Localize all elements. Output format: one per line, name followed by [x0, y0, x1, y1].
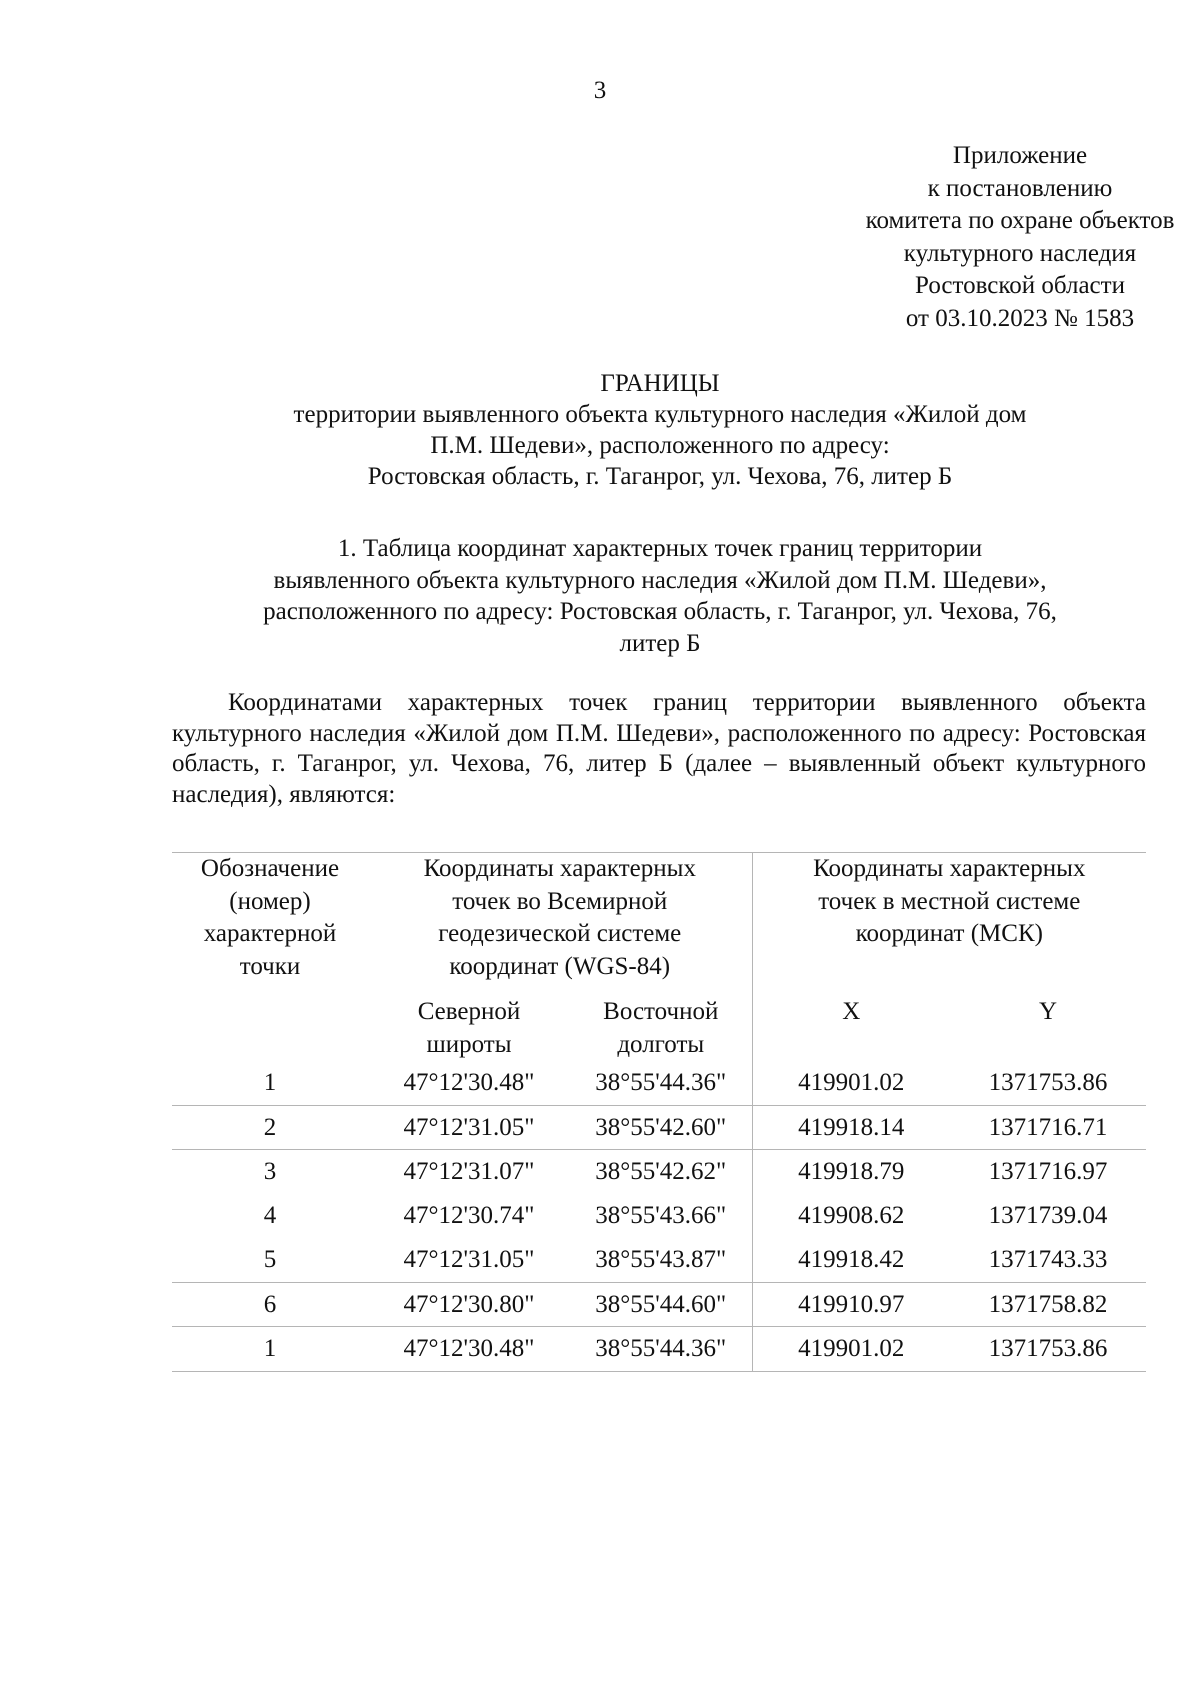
y-cell: 1371716.97 — [950, 1150, 1146, 1194]
header-text: координат (WGS-84) — [449, 952, 671, 980]
longitude-cell: 38°55'44.36" — [570, 1327, 752, 1372]
x-cell: 419908.62 — [752, 1194, 950, 1238]
table-row — [172, 1327, 1146, 1372]
header-text: широты — [426, 1031, 512, 1058]
header-msk — [752, 853, 1146, 984]
table-title-line: литер Б — [619, 629, 701, 657]
y-cell: 1371739.04 — [988, 1202, 1108, 1230]
y-cell: 1371753.86 — [950, 1327, 1146, 1372]
latitude-cell: 47°12'30.48" — [368, 1327, 570, 1372]
latitude-cell: 47°12'30.80" — [368, 1282, 570, 1327]
header-east-longitude — [570, 983, 752, 1061]
appendix-block — [740, 140, 1200, 335]
longitude-cell: 38°55'43.87" — [595, 1245, 727, 1273]
table-row — [172, 1061, 1146, 1105]
point-number: 4 — [263, 1202, 277, 1230]
coordinates-table — [172, 852, 1146, 1372]
table-row — [172, 1238, 1146, 1282]
x-cell: 419901.02 — [752, 1327, 950, 1372]
latitude-cell: 47°12'31.07" — [368, 1150, 570, 1194]
point-number: 1 — [263, 1069, 277, 1096]
appendix-line: Ростовской области — [915, 272, 1125, 299]
header-x: X — [752, 983, 950, 1061]
latitude-cell: 47°12'31.05" — [403, 1245, 535, 1273]
point-number: 5 — [263, 1245, 277, 1273]
longitude-cell: 38°55'44.60" — [570, 1282, 752, 1327]
table-title-line: 1. Таблица координат характерных точек границ территории — [337, 535, 983, 562]
intro-text: Координатами характерных точек границ территории выявленного объекта культурного наследия «Жилой дом П.М. Шедеви», расположенного по адресу: Ростовская область, г. Таганрог, ул. Чехова, 76, литер Б (далее – выявленный объект культурного наследия), являются: — [172, 689, 1146, 808]
header-text: геодезической системе — [438, 920, 682, 947]
appendix-line: от 03.10.2023 № 1583 — [905, 304, 1135, 332]
header-text: Координаты характерных — [813, 855, 1086, 882]
y-cell: 1371758.82 — [950, 1282, 1146, 1327]
table-row — [172, 1282, 1146, 1327]
point-number: 1 — [172, 1327, 368, 1372]
x-cell: 419901.02 — [752, 1061, 950, 1105]
header-text: координат (МСК) — [855, 920, 1043, 947]
table-title-line: расположенного по адресу: Ростовская область, г. Таганрог, ул. Чехова, 76, — [263, 598, 1057, 625]
header-text: долготы — [617, 1031, 705, 1058]
table-row — [172, 1194, 1146, 1238]
header-text: Координаты характерных — [423, 855, 696, 882]
header-text: (номер) — [229, 887, 311, 915]
x-cell: 419918.42 — [752, 1238, 950, 1282]
page-number: 3 — [593, 77, 607, 104]
longitude-cell: 38°55'43.66" — [595, 1202, 727, 1230]
appendix-line: к постановлению — [927, 174, 1113, 202]
latitude-cell: 47°12'30.48" — [403, 1069, 535, 1096]
point-number: 3 — [172, 1150, 368, 1194]
x-cell: 419918.14 — [752, 1105, 950, 1150]
point-number: 2 — [172, 1105, 368, 1150]
y-cell: 1371743.33 — [988, 1245, 1108, 1273]
intro-paragraph — [172, 688, 1146, 810]
heading-line: Ростовская область, г. Таганрог, ул. Чехова, 76, литер Б — [367, 463, 953, 490]
appendix-line: Приложение — [952, 142, 1088, 169]
appendix-line: комитета по охране объектов — [865, 207, 1175, 234]
document-heading — [160, 368, 1160, 492]
header-text: характерной — [203, 920, 337, 947]
table-row — [172, 1150, 1146, 1194]
x-cell: 419910.97 — [752, 1282, 950, 1327]
table-title-line: выявленного объекта культурного наследия «Жилой дом П.М. Шедеви», — [273, 566, 1047, 594]
longitude-cell: 38°55'42.62" — [570, 1150, 752, 1194]
heading-line: территории выявленного объекта культурного наследия «Жилой дом — [293, 401, 1027, 428]
header-point-designation — [172, 853, 368, 1062]
header-y: Y — [1038, 998, 1058, 1025]
heading-line: П.М. Шедеви», расположенного по адресу: — [430, 432, 890, 459]
header-text: Северной — [417, 998, 521, 1025]
latitude-cell: 47°12'31.05" — [368, 1105, 570, 1150]
heading-title: ГРАНИЦЫ — [600, 370, 720, 397]
header-wgs84 — [368, 853, 752, 984]
table-row — [172, 1105, 1146, 1150]
longitude-cell: 38°55'44.36" — [595, 1069, 727, 1096]
header-text: Восточной — [603, 998, 719, 1025]
y-cell: 1371753.86 — [988, 1069, 1108, 1096]
header-text: точки — [239, 952, 301, 980]
header-north-latitude — [368, 983, 570, 1061]
table-title — [160, 533, 1160, 659]
header-text: Обозначение — [200, 855, 340, 882]
appendix-line: культурного наследия — [903, 239, 1137, 267]
header-text: точек в местной системе — [818, 887, 1081, 915]
y-cell: 1371716.71 — [950, 1105, 1146, 1150]
point-number: 6 — [172, 1282, 368, 1327]
x-cell: 419918.79 — [752, 1150, 950, 1194]
longitude-cell: 38°55'42.60" — [570, 1105, 752, 1150]
header-text: точек во Всемирной — [452, 887, 668, 915]
latitude-cell: 47°12'30.74" — [403, 1202, 535, 1230]
